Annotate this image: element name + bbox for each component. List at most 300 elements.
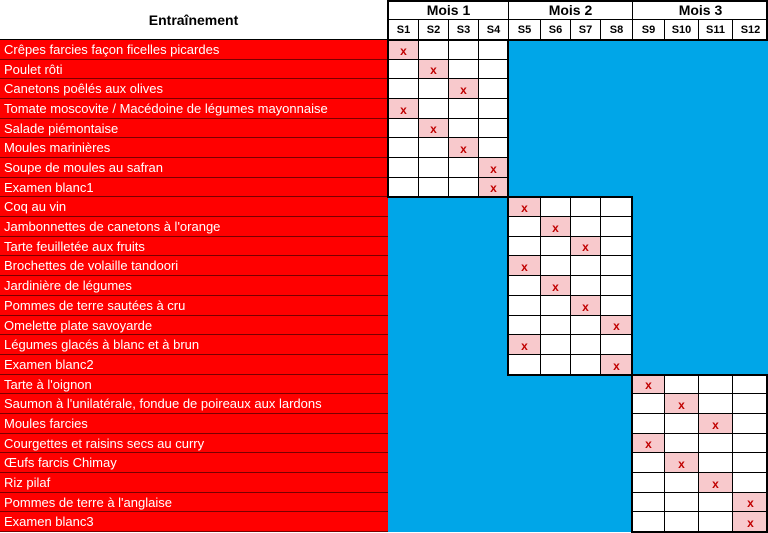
inactive-cell xyxy=(418,473,448,493)
row-label: Coq au vin xyxy=(0,197,388,217)
mark-x: x xyxy=(712,418,719,432)
mark-x: x xyxy=(613,319,620,333)
inactive-cell xyxy=(570,119,600,138)
row-label: Riz pilaf xyxy=(0,473,388,493)
inactive-cell xyxy=(448,453,478,473)
schedule-cell xyxy=(632,453,664,473)
inactive-cell xyxy=(698,296,732,316)
inactive-cell xyxy=(570,40,600,60)
inactive-cell xyxy=(478,375,508,394)
inactive-cell xyxy=(570,99,600,119)
table-title: Entraînement xyxy=(0,0,388,40)
row-label: Moules marinières xyxy=(0,138,388,158)
inactive-cell xyxy=(540,79,570,99)
inactive-cell xyxy=(698,237,732,256)
inactive-cell xyxy=(508,119,540,138)
inactive-cell xyxy=(632,119,664,138)
inactive-cell xyxy=(698,40,732,60)
schedule-cell xyxy=(478,60,508,79)
mark-x: x xyxy=(645,378,652,392)
inactive-cell xyxy=(448,493,478,512)
inactive-cell xyxy=(698,316,732,335)
inactive-cell xyxy=(632,40,664,60)
inactive-cell xyxy=(664,256,698,276)
inactive-cell xyxy=(388,335,418,355)
inactive-cell xyxy=(732,40,768,60)
month-header: Mois 2 xyxy=(508,0,632,20)
schedule-cell xyxy=(540,296,570,316)
inactive-cell xyxy=(388,375,418,394)
mark-x: x xyxy=(400,44,407,58)
schedule-cell xyxy=(388,60,418,79)
inactive-cell xyxy=(388,296,418,316)
inactive-cell xyxy=(600,178,632,197)
schedule-cell-marked xyxy=(632,434,664,453)
schedule-cell xyxy=(478,40,508,60)
schedule-cell xyxy=(664,414,698,434)
inactive-cell xyxy=(698,178,732,197)
schedule-cell xyxy=(698,493,732,512)
schedule-cell xyxy=(388,138,418,158)
row-label: Crêpes farcies façon ficelles picardes xyxy=(0,40,388,60)
schedule-cell xyxy=(632,512,664,532)
inactive-cell xyxy=(632,276,664,296)
inactive-cell xyxy=(570,473,600,493)
inactive-cell xyxy=(388,493,418,512)
schedule-cell xyxy=(570,217,600,237)
week-header: S9 xyxy=(632,20,664,40)
schedule-cell xyxy=(732,414,768,434)
week-header: S7 xyxy=(570,20,600,40)
schedule-cell xyxy=(448,99,478,119)
inactive-cell xyxy=(600,493,632,512)
month-header: Mois 3 xyxy=(632,0,768,20)
inactive-cell xyxy=(632,178,664,197)
inactive-cell xyxy=(478,434,508,453)
week-header: S8 xyxy=(600,20,632,40)
row-label: Poulet rôti xyxy=(0,60,388,79)
mark-x: x xyxy=(582,300,589,314)
inactive-cell xyxy=(478,394,508,414)
row-label: Canetons poêlés aux olives xyxy=(0,79,388,99)
inactive-cell xyxy=(448,316,478,335)
inactive-cell xyxy=(732,138,768,158)
inactive-cell xyxy=(478,316,508,335)
inactive-cell xyxy=(698,158,732,178)
mark-x: x xyxy=(490,162,497,176)
schedule-cell xyxy=(508,217,540,237)
schedule-cell-marked xyxy=(732,512,768,532)
week-header: S3 xyxy=(448,20,478,40)
row-label: Tarte à l'oignon xyxy=(0,375,388,394)
inactive-cell xyxy=(732,276,768,296)
schedule-cell xyxy=(732,453,768,473)
inactive-cell xyxy=(732,158,768,178)
inactive-cell xyxy=(478,256,508,276)
row-label: Jardinière de légumes xyxy=(0,276,388,296)
inactive-cell xyxy=(540,493,570,512)
row-label: Œufs farcis Chimay xyxy=(0,453,388,473)
week-header: S4 xyxy=(478,20,508,40)
inactive-cell xyxy=(600,60,632,79)
mark-x: x xyxy=(552,221,559,235)
inactive-cell xyxy=(570,394,600,414)
schedule-cell-marked xyxy=(508,335,540,355)
inactive-cell xyxy=(418,296,448,316)
inactive-cell xyxy=(418,217,448,237)
inactive-cell xyxy=(600,138,632,158)
mark-x: x xyxy=(582,240,589,254)
inactive-cell xyxy=(698,99,732,119)
schedule-cell xyxy=(570,316,600,335)
inactive-cell xyxy=(632,355,664,375)
mark-x: x xyxy=(460,142,467,156)
week-header: S11 xyxy=(698,20,732,40)
inactive-cell xyxy=(732,256,768,276)
inactive-cell xyxy=(600,99,632,119)
week-header: S12 xyxy=(732,20,768,40)
inactive-cell xyxy=(388,512,418,532)
inactive-cell xyxy=(698,119,732,138)
inactive-cell xyxy=(508,138,540,158)
inactive-cell xyxy=(632,316,664,335)
inactive-cell xyxy=(478,493,508,512)
inactive-cell xyxy=(600,79,632,99)
inactive-cell xyxy=(632,158,664,178)
inactive-cell xyxy=(600,512,632,532)
inactive-cell xyxy=(508,473,540,493)
inactive-cell xyxy=(632,296,664,316)
schedule-cell-marked xyxy=(448,79,478,99)
inactive-cell xyxy=(508,178,540,197)
inactive-cell xyxy=(698,138,732,158)
row-label: Moules farcies xyxy=(0,414,388,434)
schedule-cell xyxy=(388,158,418,178)
schedule-cell xyxy=(698,434,732,453)
inactive-cell xyxy=(418,375,448,394)
mark-x: x xyxy=(645,437,652,451)
row-label: Légumes glacés à blanc et à brun xyxy=(0,335,388,355)
inactive-cell xyxy=(698,335,732,355)
schedule-cell xyxy=(698,375,732,394)
inactive-cell xyxy=(508,79,540,99)
inactive-cell xyxy=(570,138,600,158)
inactive-cell xyxy=(664,237,698,256)
inactive-cell xyxy=(540,414,570,434)
inactive-cell xyxy=(732,60,768,79)
mark-x: x xyxy=(521,260,528,274)
schedule-cell xyxy=(418,79,448,99)
inactive-cell xyxy=(388,394,418,414)
inactive-cell xyxy=(664,138,698,158)
schedule-cell xyxy=(448,40,478,60)
mark-x: x xyxy=(747,496,754,510)
inactive-cell xyxy=(570,375,600,394)
schedule-cell xyxy=(418,99,448,119)
inactive-cell xyxy=(570,158,600,178)
inactive-cell xyxy=(570,414,600,434)
inactive-cell xyxy=(664,40,698,60)
inactive-cell xyxy=(732,119,768,138)
schedule-cell xyxy=(448,178,478,197)
inactive-cell xyxy=(540,40,570,60)
inactive-cell xyxy=(418,414,448,434)
inactive-cell xyxy=(478,217,508,237)
mark-x: x xyxy=(490,181,497,195)
row-label: Salade piémontaise xyxy=(0,119,388,138)
schedule-cell-marked xyxy=(388,40,418,60)
schedule-cell xyxy=(698,394,732,414)
schedule-cell xyxy=(478,79,508,99)
inactive-cell xyxy=(448,434,478,453)
week-header: S5 xyxy=(508,20,540,40)
inactive-cell xyxy=(448,256,478,276)
mark-x: x xyxy=(613,359,620,373)
inactive-cell xyxy=(540,434,570,453)
inactive-cell xyxy=(540,138,570,158)
schedule-cell xyxy=(632,493,664,512)
inactive-cell xyxy=(570,493,600,512)
schedule-cell-marked xyxy=(570,237,600,256)
inactive-cell xyxy=(600,394,632,414)
schedule-cell-marked xyxy=(732,493,768,512)
inactive-cell xyxy=(478,276,508,296)
inactive-cell xyxy=(478,473,508,493)
schedule-cell-marked xyxy=(664,453,698,473)
inactive-cell xyxy=(418,493,448,512)
inactive-cell xyxy=(698,79,732,99)
inactive-cell xyxy=(388,217,418,237)
inactive-cell xyxy=(732,316,768,335)
inactive-cell xyxy=(698,355,732,375)
schedule-cell xyxy=(540,355,570,375)
week-header: S1 xyxy=(388,20,418,40)
month-header: Mois 1 xyxy=(388,0,508,20)
schedule-cell xyxy=(632,394,664,414)
schedule-cell-marked xyxy=(540,217,570,237)
inactive-cell xyxy=(600,158,632,178)
schedule-cell-marked xyxy=(570,296,600,316)
inactive-cell xyxy=(600,453,632,473)
inactive-cell xyxy=(570,178,600,197)
schedule-cell-marked xyxy=(478,158,508,178)
mark-x: x xyxy=(521,201,528,215)
schedule-cell-marked xyxy=(600,316,632,335)
inactive-cell xyxy=(508,158,540,178)
inactive-cell xyxy=(448,473,478,493)
inactive-cell xyxy=(508,99,540,119)
mark-x: x xyxy=(521,339,528,353)
inactive-cell xyxy=(632,237,664,256)
schedule-cell xyxy=(418,178,448,197)
inactive-cell xyxy=(540,453,570,473)
inactive-cell xyxy=(448,394,478,414)
mark-x: x xyxy=(552,280,559,294)
inactive-cell xyxy=(664,79,698,99)
schedule-cell xyxy=(508,276,540,296)
inactive-cell xyxy=(418,237,448,256)
inactive-cell xyxy=(540,158,570,178)
inactive-cell xyxy=(478,296,508,316)
row-label: Pommes de terre sautées à cru xyxy=(0,296,388,316)
schedule-cell xyxy=(388,119,418,138)
schedule-cell xyxy=(478,119,508,138)
inactive-cell xyxy=(418,434,448,453)
inactive-cell xyxy=(570,60,600,79)
inactive-cell xyxy=(570,79,600,99)
inactive-cell xyxy=(448,375,478,394)
inactive-cell xyxy=(732,79,768,99)
inactive-cell xyxy=(632,217,664,237)
inactive-cell xyxy=(448,276,478,296)
inactive-cell xyxy=(388,237,418,256)
inactive-cell xyxy=(448,414,478,434)
row-label: Pommes de terre à l'anglaise xyxy=(0,493,388,512)
schedule-cell xyxy=(664,512,698,532)
row-label: Examen blanc2 xyxy=(0,355,388,375)
inactive-cell xyxy=(508,375,540,394)
schedule-cell xyxy=(388,79,418,99)
schedule-cell xyxy=(448,60,478,79)
week-header: S2 xyxy=(418,20,448,40)
schedule-cell xyxy=(732,375,768,394)
row-label: Tomate moscovite / Macédoine de légumes mayonnaise xyxy=(0,99,388,119)
schedule-cell xyxy=(508,237,540,256)
inactive-cell xyxy=(478,197,508,217)
schedule-cell-marked xyxy=(698,414,732,434)
inactive-cell xyxy=(732,355,768,375)
inactive-cell xyxy=(664,335,698,355)
mark-x: x xyxy=(400,103,407,117)
inactive-cell xyxy=(540,375,570,394)
schedule-cell xyxy=(570,276,600,296)
inactive-cell xyxy=(388,256,418,276)
row-label: Omelette plate savoyarde xyxy=(0,316,388,335)
schedule-cell xyxy=(664,434,698,453)
mark-x: x xyxy=(678,457,685,471)
mark-x: x xyxy=(712,477,719,491)
schedule-cell-marked xyxy=(632,375,664,394)
schedule-cell xyxy=(664,493,698,512)
inactive-cell xyxy=(540,512,570,532)
inactive-cell xyxy=(732,197,768,217)
inactive-cell xyxy=(632,79,664,99)
inactive-cell xyxy=(570,453,600,473)
inactive-cell xyxy=(600,434,632,453)
mark-x: x xyxy=(430,122,437,136)
inactive-cell xyxy=(600,375,632,394)
schedule-cell xyxy=(540,256,570,276)
week-header: S6 xyxy=(540,20,570,40)
schedule-cell-marked xyxy=(418,60,448,79)
schedule-cell xyxy=(600,197,632,217)
inactive-cell xyxy=(632,335,664,355)
inactive-cell xyxy=(508,60,540,79)
schedule-cell xyxy=(732,473,768,493)
schedule-cell xyxy=(698,453,732,473)
inactive-cell xyxy=(600,119,632,138)
schedule-cell-marked xyxy=(600,355,632,375)
schedule-cell xyxy=(388,178,418,197)
inactive-cell xyxy=(448,217,478,237)
inactive-cell xyxy=(508,394,540,414)
schedule-cell xyxy=(478,138,508,158)
inactive-cell xyxy=(418,355,448,375)
inactive-cell xyxy=(478,335,508,355)
inactive-cell xyxy=(478,355,508,375)
schedule-cell xyxy=(600,335,632,355)
row-label: Brochettes de volaille tandoori xyxy=(0,256,388,276)
inactive-cell xyxy=(478,414,508,434)
inactive-cell xyxy=(540,99,570,119)
schedule-cell xyxy=(600,256,632,276)
schedule-cell xyxy=(540,316,570,335)
inactive-cell xyxy=(664,60,698,79)
inactive-cell xyxy=(388,414,418,434)
schedule-cell xyxy=(632,473,664,493)
schedule-cell xyxy=(508,355,540,375)
inactive-cell xyxy=(418,394,448,414)
inactive-cell xyxy=(448,197,478,217)
schedule-cell xyxy=(478,99,508,119)
row-label: Examen blanc3 xyxy=(0,512,388,532)
inactive-cell xyxy=(600,414,632,434)
schedule-cell xyxy=(540,197,570,217)
inactive-cell xyxy=(698,256,732,276)
schedule-cell xyxy=(508,316,540,335)
schedule-cell xyxy=(600,276,632,296)
inactive-cell xyxy=(418,335,448,355)
inactive-cell xyxy=(664,355,698,375)
row-label: Tarte feuilletée aux fruits xyxy=(0,237,388,256)
inactive-cell xyxy=(508,414,540,434)
inactive-cell xyxy=(418,512,448,532)
inactive-cell xyxy=(448,237,478,256)
row-label: Jambonnettes de canetons à l'orange xyxy=(0,217,388,237)
schedule-cell-marked xyxy=(388,99,418,119)
inactive-cell xyxy=(418,276,448,296)
inactive-cell xyxy=(732,296,768,316)
inactive-cell xyxy=(600,40,632,60)
inactive-cell xyxy=(388,355,418,375)
mark-x: x xyxy=(747,516,754,530)
inactive-cell xyxy=(632,256,664,276)
inactive-cell xyxy=(698,197,732,217)
inactive-cell xyxy=(664,158,698,178)
inactive-cell xyxy=(448,355,478,375)
schedule-cell xyxy=(664,473,698,493)
inactive-cell xyxy=(418,316,448,335)
schedule-cell xyxy=(570,355,600,375)
schedule-cell xyxy=(732,394,768,414)
row-label: Courgettes et raisins secs au curry xyxy=(0,434,388,453)
schedule-cell-marked xyxy=(540,276,570,296)
inactive-cell xyxy=(388,276,418,296)
inactive-cell xyxy=(478,512,508,532)
inactive-cell xyxy=(664,217,698,237)
inactive-cell xyxy=(664,119,698,138)
schedule-cell xyxy=(448,158,478,178)
inactive-cell xyxy=(540,394,570,414)
schedule-cell xyxy=(600,237,632,256)
schedule-cell xyxy=(664,375,698,394)
inactive-cell xyxy=(418,256,448,276)
schedule-cell xyxy=(600,217,632,237)
inactive-cell xyxy=(508,512,540,532)
schedule-cell xyxy=(570,197,600,217)
inactive-cell xyxy=(732,178,768,197)
schedule-cell-marked xyxy=(664,394,698,414)
